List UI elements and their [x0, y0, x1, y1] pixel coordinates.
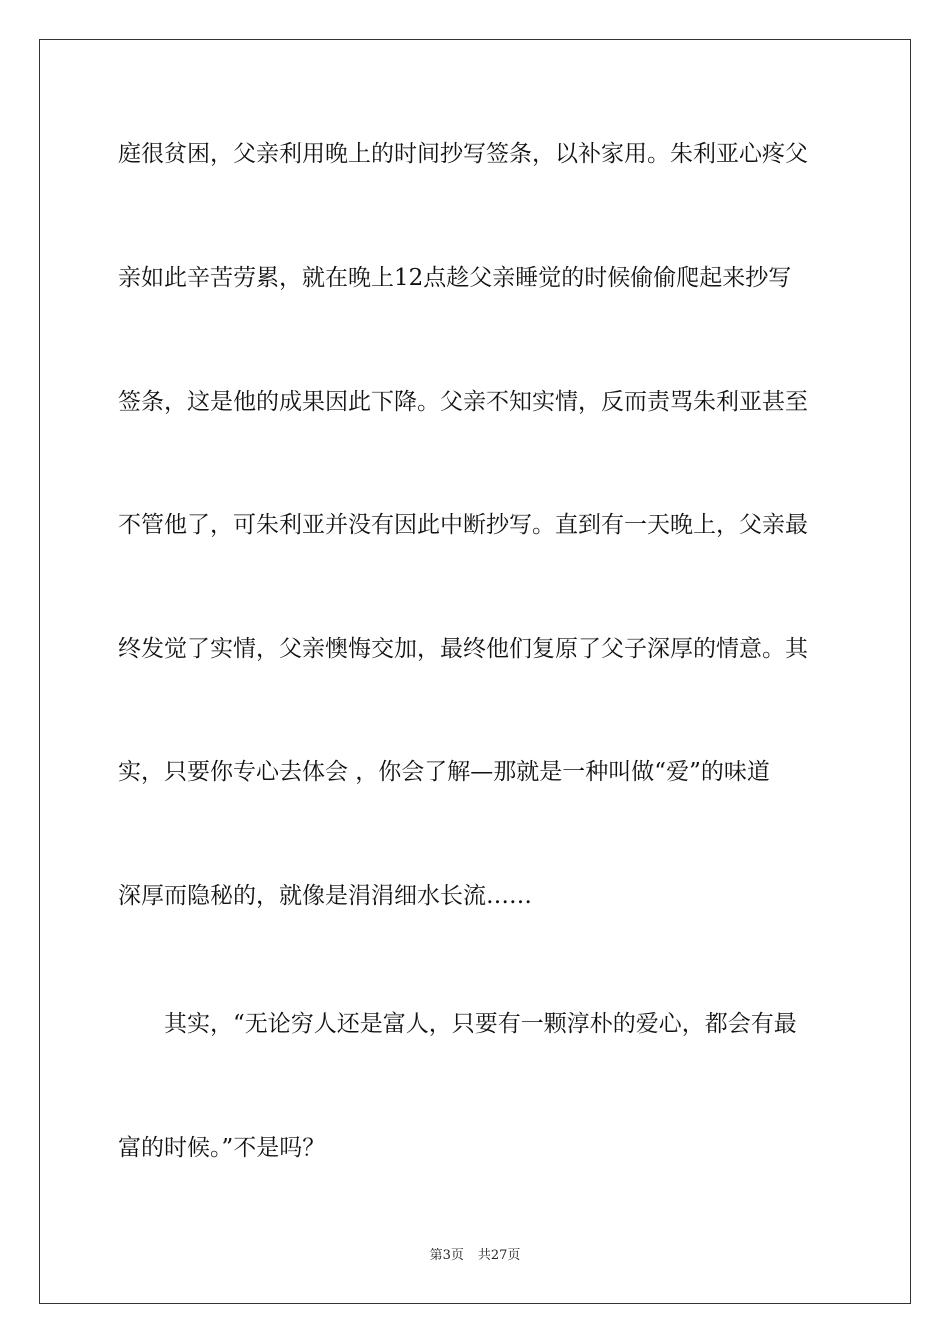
- text-line: 富的时候。”不是吗？: [118, 1135, 326, 1161]
- text-line: 终发觉了实情，父亲懊悔交加，最终他们复原了父子深厚的情意。其: [118, 636, 808, 662]
- text-line: 亲如此辛苦劳累，就在晚上12点趁父亲睡觉的时候偷偷爬起来抄写: [118, 265, 792, 291]
- page-number: 第3页: [429, 1248, 464, 1263]
- page-footer: [0, 1247, 950, 1265]
- paragraph-first-line: 其实，“无论穷人还是富人，只要有一颗淳朴的爱心，都会有最: [164, 1011, 797, 1037]
- text-line: 不管他了，可朱利亚并没有因此中断抄写。直到有一天晚上，父亲最: [118, 512, 808, 538]
- text-line: 实，只要你专心去体会 ，你会了解—那就是一种叫做“爱”的味道: [118, 759, 770, 785]
- page-total: 共27页: [477, 1248, 521, 1263]
- text-line: 深厚而隐秘的，就像是涓涓细水长流……: [118, 883, 532, 909]
- text-line: 庭很贫困，父亲利用晚上的时间抄写签条，以补家用。朱利亚心疼父: [118, 141, 808, 167]
- page-frame: [39, 39, 911, 1304]
- text-line: 签条，这是他的成果因此下降。父亲不知实情，反而责骂朱利亚甚至: [118, 389, 808, 415]
